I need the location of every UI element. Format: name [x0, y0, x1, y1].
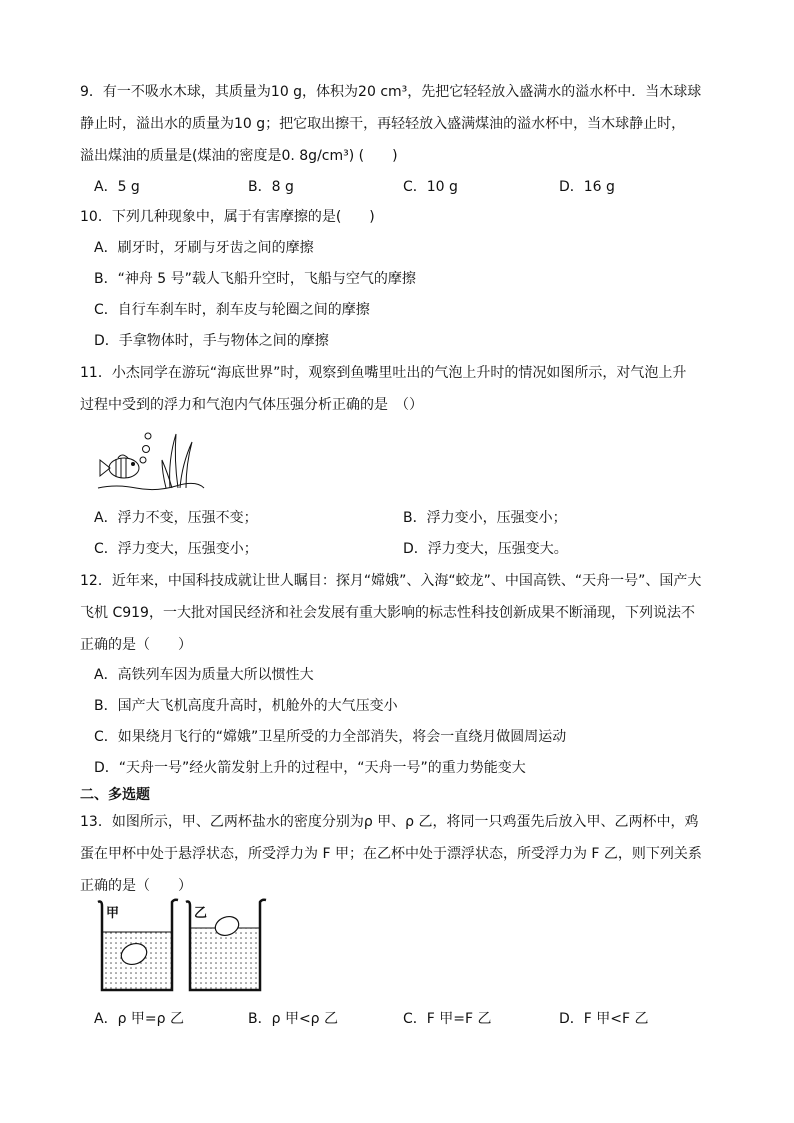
q9-option-c[interactable]: C．10 g	[403, 179, 458, 195]
q12-line3: 正确的是（ ）	[80, 637, 192, 653]
q10-option-b[interactable]: B．“神舟 5 号”载人飞船升空时，飞船与空气的摩擦	[94, 271, 416, 287]
q12-option-d[interactable]: D．“天舟一号”经火箭发射上升的过程中，“天舟一号”的重力势能变大	[94, 760, 526, 776]
q9-line3: 溢出煤油的质量是(煤油的密度是0. 8g/cm³) ( )	[80, 148, 398, 164]
q12-option-c[interactable]: C．如果绕月飞行的“嫦娥”卫星所受的力全部消失，将会一直绕月做圆周运动	[94, 729, 567, 745]
q13-line2: 蛋在甲杯中处于悬浮状态，所受浮力为 F 甲；在乙杯中处于漂浮状态，所受浮力为 F 乙，则下列关系	[80, 846, 702, 862]
q13-option-a[interactable]: A．ρ 甲=ρ 乙	[94, 1011, 184, 1027]
q10-stem: 10．下列几种现象中，属于有害摩擦的是( )	[80, 209, 375, 225]
q11-line2: 过程中受到的浮力和气泡内气体压强分析正确的是 （）	[80, 397, 423, 413]
q12-option-a[interactable]: A．高铁列车因为质量大所以惯性大	[94, 667, 314, 683]
q11-option-d[interactable]: D．浮力变大，压强变大。	[403, 541, 568, 557]
q13-line3: 正确的是（ ）	[80, 878, 192, 894]
q12-line2: 飞机 C919，一大批对国民经济和社会发展有重大影响的标志性科技创新成果不断涌现，下列说法不	[80, 605, 695, 621]
bubble-top	[145, 433, 151, 439]
salt-water-cups-figure	[94, 896, 274, 996]
fish-bubble-figure	[96, 430, 206, 492]
q13-option-d[interactable]: D．F 甲<F 乙	[559, 1011, 649, 1027]
section-multiple-choice-heading: 二、多选题	[80, 787, 150, 803]
fish-icon	[100, 455, 139, 478]
cup-jia-label: 甲	[106, 906, 120, 921]
q13-line1: 13．如图所示，甲、乙两杯盐水的密度分别为ρ 甲、ρ 乙，将同一只鸡蛋先后放入甲、乙两杯中，鸡	[80, 814, 699, 830]
q10-option-a[interactable]: A．刷牙时，牙刷与牙齿之间的摩擦	[94, 240, 314, 256]
q13-option-b[interactable]: B．ρ 甲<ρ 乙	[248, 1011, 339, 1027]
q9-option-b[interactable]: B．8 g	[248, 179, 294, 195]
q9-option-d[interactable]: D．16 g	[559, 179, 615, 195]
bubble-bottom	[140, 457, 146, 463]
q11-line1: 11．小杰同学在游玩“海底世界”时，观察到鱼嘴里吐出的气泡上升时的情况如图所示，对气泡上升	[80, 365, 687, 381]
seabed-line	[98, 483, 204, 489]
q13-option-c[interactable]: C．F 甲=F 乙	[403, 1011, 492, 1027]
cup-yi-label: 乙	[194, 906, 208, 921]
seaweed-icon	[162, 434, 192, 488]
q11-option-b[interactable]: B．浮力变小，压强变小；	[403, 510, 567, 526]
q11-option-c[interactable]: C．浮力变大，压强变小；	[94, 541, 258, 557]
q9-line2: 静止时，溢出水的质量为10 g；把它取出擦干，再轻轻放入盛满煤油的溢水杯中，当木球静止时，	[80, 116, 686, 132]
q11-option-a[interactable]: A．浮力不变，压强不变；	[94, 510, 258, 526]
q10-option-d[interactable]: D．手拿物体时，手与物体之间的摩擦	[94, 333, 329, 349]
q12-option-b[interactable]: B．国产大飞机高度升高时，机舱外的大气压变小	[94, 698, 398, 714]
q12-line1: 12．近年来，中国科技成就让世人瞩目：探月“嫦娥”、入海“蛟龙”、中国高铁、“天舟一号”、国产大	[80, 573, 702, 589]
q10-option-c[interactable]: C．自行车刹车时，刹车皮与轮圈之间的摩擦	[94, 302, 370, 318]
bubble-middle	[143, 446, 150, 453]
q9-option-a[interactable]: A．5 g	[94, 179, 140, 195]
q9-line1: 9．有一不吸水木球，其质量为10 g，体积为20 cm³，先把它轻轻放入盛满水的溢水杯中．当木球球	[80, 84, 702, 100]
